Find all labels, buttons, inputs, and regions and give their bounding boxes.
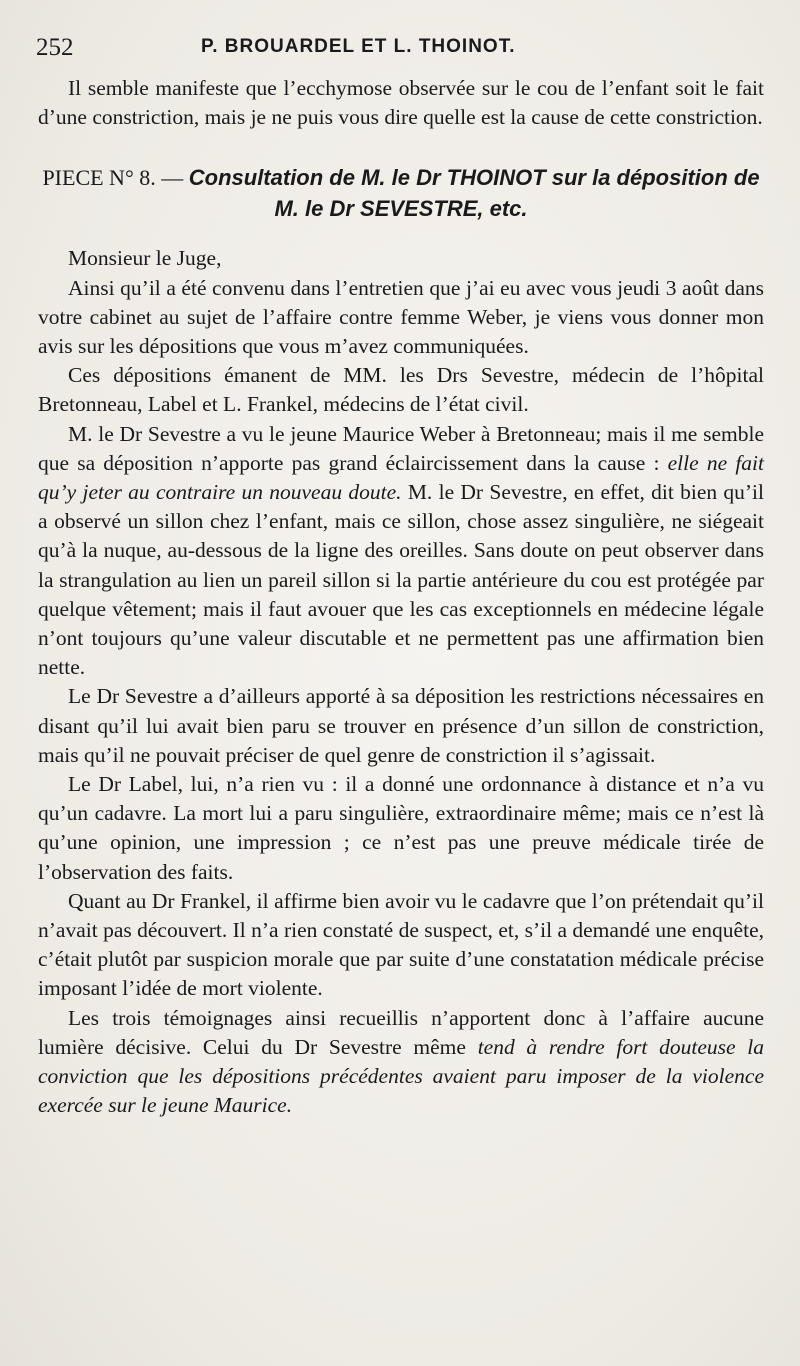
paragraph-2: Ces dépositions émanent de MM. les Drs Sevestre, médecin de l’hôpital Bretonneau, Label et L. Frankel, médecins de l’état civil.	[38, 363, 764, 417]
paragraph-3-italic: elle ne fait qu’y jeter au contraire un nouveau doute.	[38, 450, 764, 505]
section-label: PIECE N° 8. —	[42, 165, 189, 191]
paragraph-3	[38, 420, 764, 683]
paragraph-7-italic: tend à rendre fort douteuse la conviction que les dépositions précédentes avaient paru imposer de la violence exercée sur le jeune Maurice.	[38, 1034, 765, 1118]
paragraph-4: Le Dr Sevestre a d’ailleurs apporté à sa déposition les restrictions nécessaires en disant qu’il lui avait bien paru se trouver en présence d’un sillon de constriction, mais qu’il ne pouvait préciser de quel genre de constriction il s’agissait.	[38, 684, 764, 767]
paragraph-3-text-a: M. le Dr Sevestre a vu le jeune Maurice Weber à Bretonneau; mais il me semble que sa déposition n’apporte pas grand éclaircissement dans la cause :	[38, 421, 764, 475]
paragraph-intro: Il semble manifeste que l’ecchymose observée sur le cou de l’enfant soit le fait d’une constriction, mais je ne puis vous dire quelle est la cause de cette constriction.	[38, 76, 764, 130]
paragraph-7-text-a: Les trois témoignages ainsi recueillis n’apportent donc à l’affaire aucune lumière décisive. Celui du Dr Sevestre même	[38, 1005, 764, 1059]
page-body	[38, 74, 764, 1121]
section-heading	[38, 162, 764, 224]
section-title: Consultation de M. le Dr THOINOT sur la déposition de M. le Dr SEVESTRE, etc.	[188, 165, 760, 222]
paragraph-1: Ainsi qu’il a été convenu dans l’entretien que j’ai eu avec vous jeudi 3 août dans votre cabinet au sujet de l’affaire contre femme Weber, je viens vous donner mon avis sur les dépositions que vous m’avez communiquées.	[38, 275, 764, 359]
paragraph-7	[38, 1004, 764, 1121]
paragraph-3-text-c: M. le Dr Sevestre, en effet, dit bien qu’il a observé un sillon chez l’enfant, mais ce sillon, chose assez singulière, ne siégeait qu’à la nuque, au-dessous de la ligne des oreilles. Sans doute on peut observer dans la strangulation au lien un pareil sillon si la partie antérieure du cou est protégée par quelque vêtement; mais il faut avouer que les cas exceptionnels en médecine légale n’ont toujours qu’une valeur discutable et ne permettent pas une affirmation bien nette.	[38, 480, 765, 680]
running-head: P. BROUARDEL ET L. THOINOT.	[201, 36, 516, 57]
page-number: 252	[36, 34, 74, 61]
page-header	[36, 30, 760, 66]
paragraph-5: Le Dr Label, lui, n’a rien vu : il a donné une ordonnance à distance et n’a vu qu’un cadavre. La mort lui a paru singulière, extraordinaire même; mais ce n’est là qu’une opinion, une impression ; ce n’est pas une preuve médicale tirée de l’observation des faits.	[38, 772, 764, 884]
paragraph-6: Quant au Dr Frankel, il affirme bien avoir vu le cadavre que l’on prétendait qu’il n’avait pas découvert. Il n’a rien constaté de suspect, et, s’il a demandé une enquête, c’était plutôt par suspicion morale que par suite d’une constatation médicale précise imposant l’idée de mort violente.	[38, 888, 764, 1001]
salutation: Monsieur le Juge,	[68, 246, 222, 271]
